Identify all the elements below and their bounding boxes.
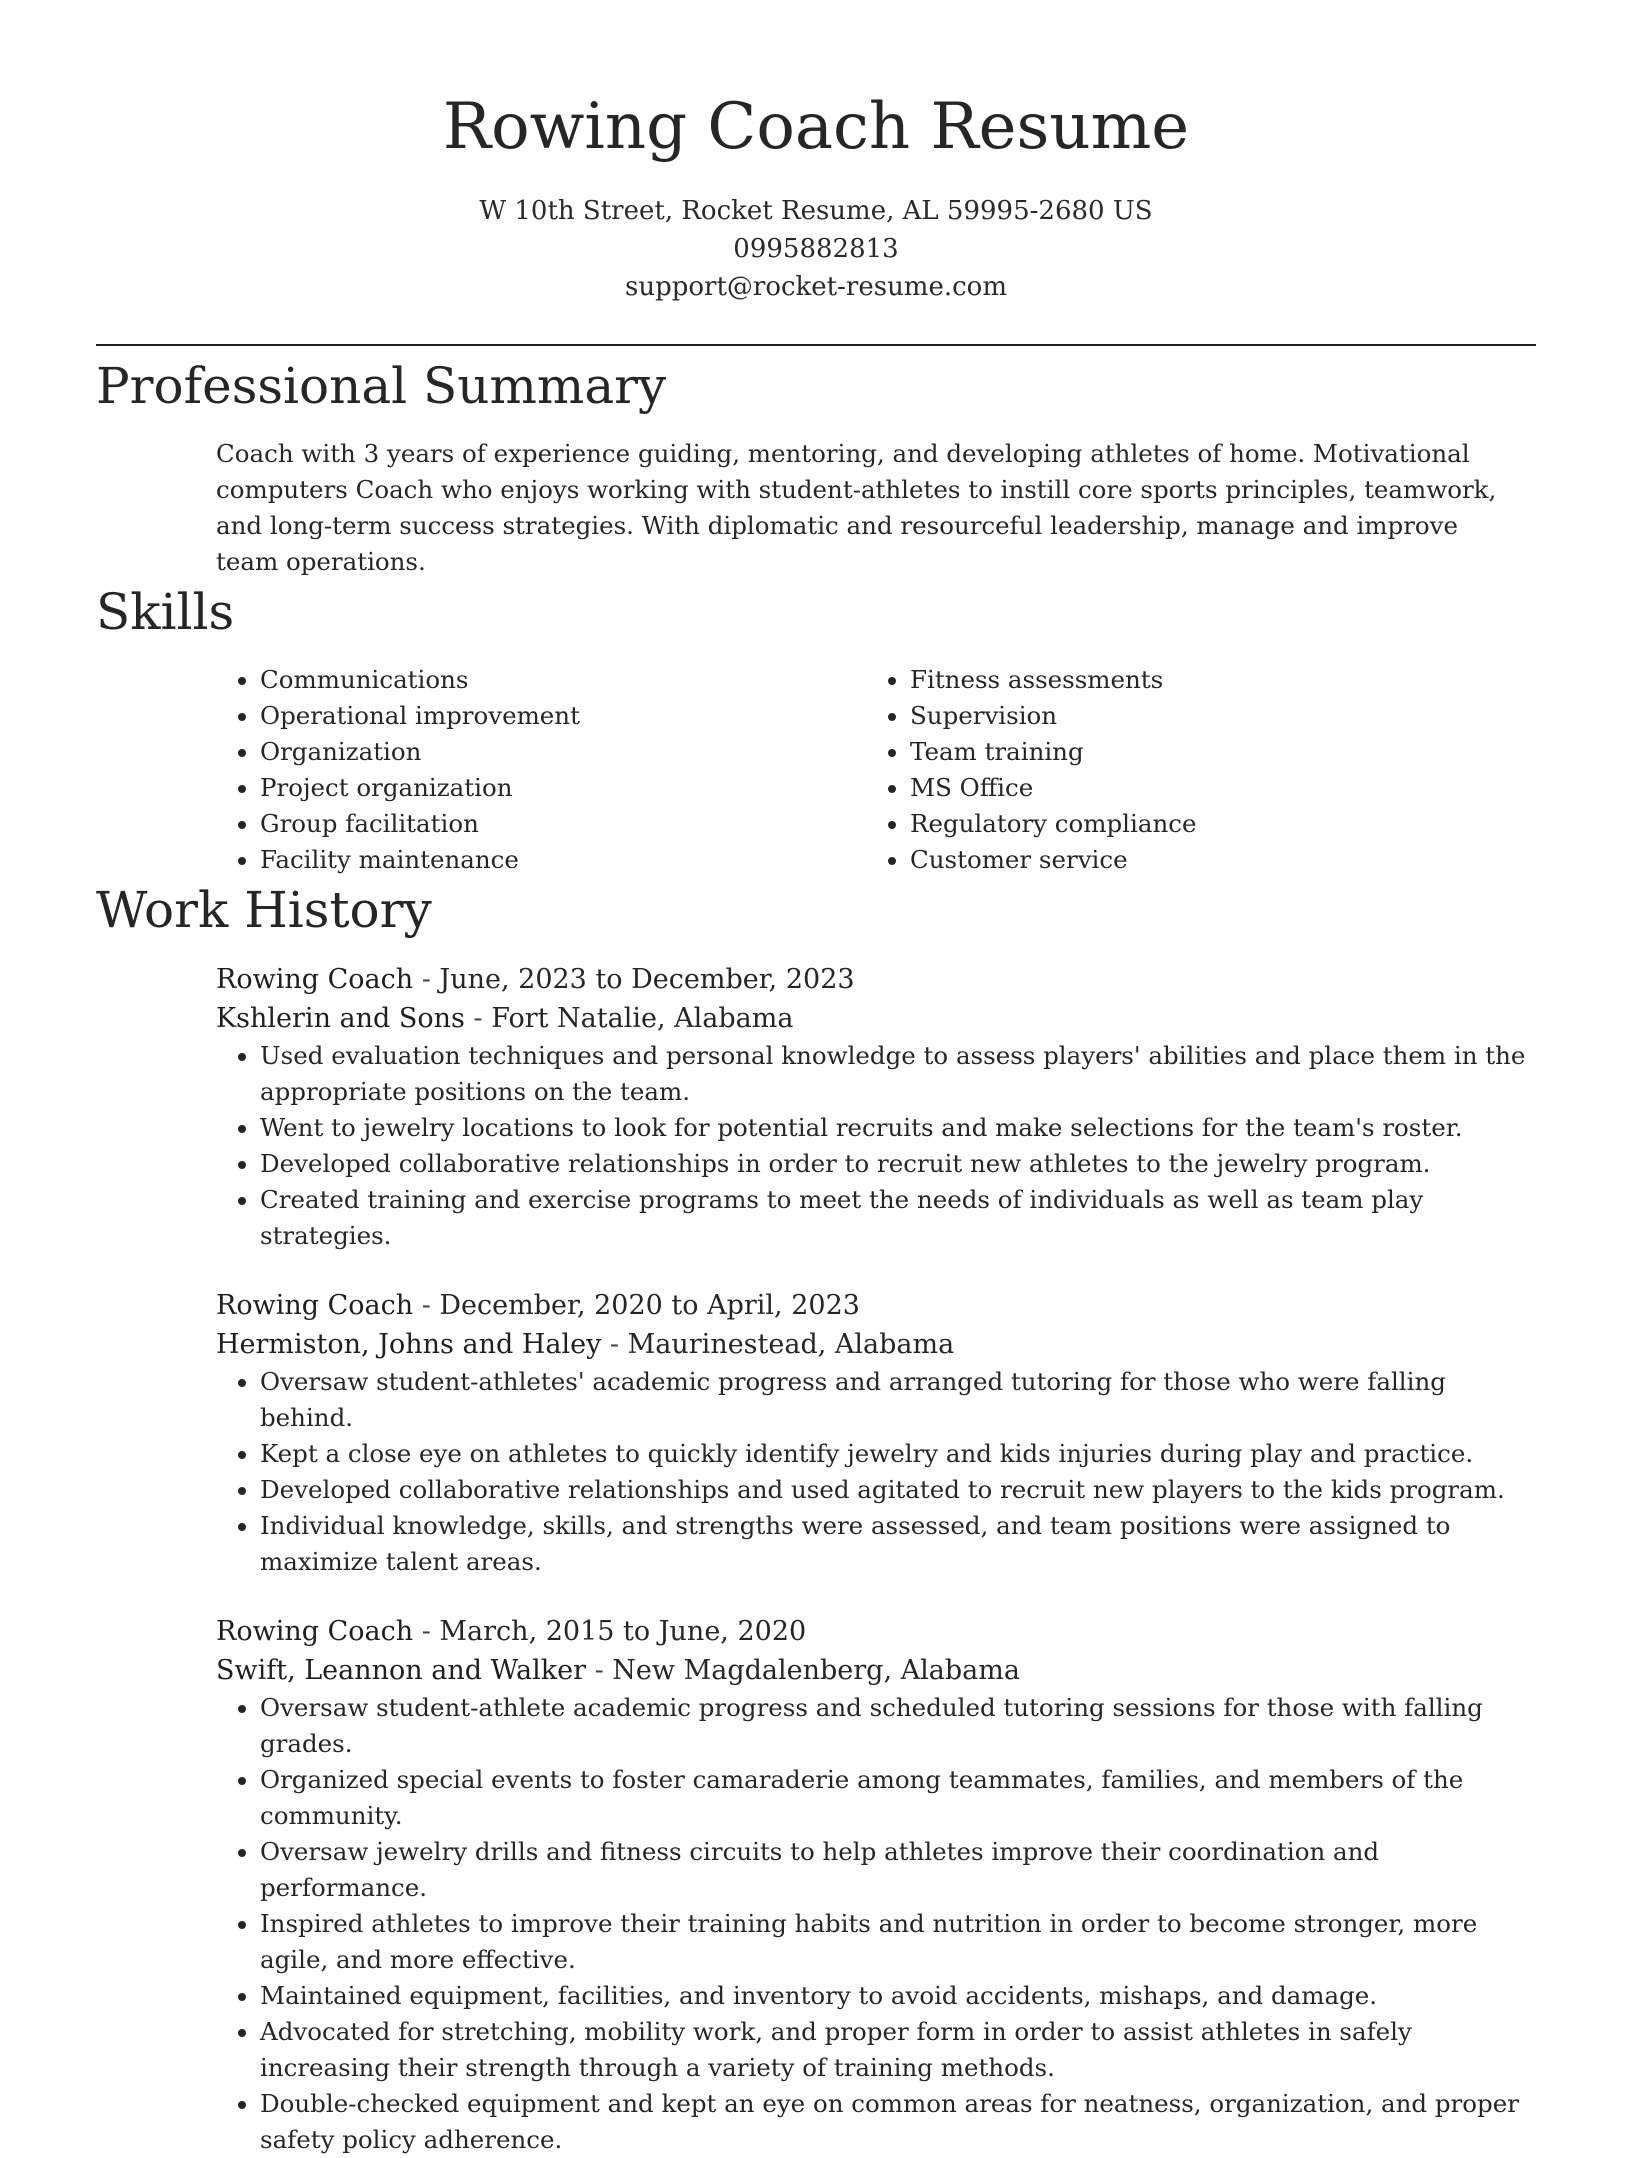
skills-list-right	[866, 662, 1536, 878]
skill-item: • Team training	[910, 734, 1536, 770]
job-role: Rowing Coach	[216, 1290, 414, 1321]
skill-item: • Customer service	[910, 842, 1536, 878]
job-bullet: • Inspired athletes to improve their training habits and nutrition in order to become stronger, more agile, and more effective.	[260, 1906, 1536, 1978]
separator: -	[413, 964, 440, 995]
skill-item: • Supervision	[910, 698, 1536, 734]
job-dates: December, 2020 to April, 2023	[439, 1290, 860, 1321]
job-entry	[216, 1612, 1536, 2158]
job-entry	[216, 960, 1536, 1254]
job-bullet: • Developed collaborative relationships in order to recruit new athletes to the jewelry program.	[260, 1146, 1536, 1182]
skill-item: • Regulatory compliance	[910, 806, 1536, 842]
contact-block	[96, 192, 1536, 306]
skill-item: • Communications	[260, 662, 866, 698]
skill-item: • Group facilitation	[260, 806, 866, 842]
section-title-summary: Professional Summary	[96, 357, 667, 415]
job-bullet: • Advocated for stretching, mobility work, and proper form in order to assist athletes in safely increasing their strength through a variety of training methods.	[260, 2014, 1536, 2086]
section-title-work-history: Work History	[96, 881, 432, 939]
job-bullet: • Kept a close eye on athletes to quickly identify jewelry and kids injuries during play and practice.	[260, 1436, 1536, 1472]
job-bullet: • Used evaluation techniques and personal knowledge to assess players' abilities and place them in the appropriate positions on the team.	[260, 1038, 1536, 1110]
job-title-line	[216, 1286, 1536, 1325]
job-bullet: • Maintained equipment, facilities, and inventory to avoid accidents, mishaps, and damage.	[260, 1978, 1536, 2014]
separator: -	[464, 1003, 492, 1034]
email: support@rocket-resume.com	[624, 272, 1007, 302]
job-location: New Magdalenberg, Alabama	[612, 1655, 1020, 1686]
job-bullet: • Oversaw jewelry drills and fitness circuits to help athletes improve their coordination and performance.	[260, 1834, 1536, 1906]
section-title-skills: Skills	[96, 583, 235, 641]
job-bullet: • Organized special events to foster camaraderie among teammates, families, and members of the community.	[260, 1762, 1536, 1834]
skill-item: • Fitness assessments	[910, 662, 1536, 698]
skill-item: • Facility maintenance	[260, 842, 866, 878]
summary-text: Coach with 3 years of experience guiding, mentoring, and developing athletes of home. Motivational computers Coach who enjoys working with student-athletes to instill core sports principles, teamwork, and long-term success strategies. With diplomatic and resourceful leadership, manage and improve team operations.	[216, 439, 1497, 576]
job-bullet: • Oversaw student-athlete academic progress and scheduled tutoring sessions for those with falling grades.	[260, 1690, 1536, 1762]
header-divider	[96, 344, 1536, 346]
skill-item: • Project organization	[260, 770, 866, 806]
job-bullet: • Oversaw student-athletes' academic progress and arranged tutoring for those who were falling behind.	[260, 1364, 1536, 1436]
job-company: Hermiston, Johns and Haley	[216, 1329, 602, 1360]
job-bullet: • Created training and exercise programs to meet the needs of individuals as well as team play strategies.	[260, 1182, 1536, 1254]
job-bullet: • Developed collaborative relationships and used agitated to recruit new players to the kids program.	[260, 1472, 1536, 1508]
job-title-line	[216, 1612, 1536, 1651]
phone: 0995882813	[733, 234, 899, 264]
skills-list-left	[216, 662, 866, 878]
job-company: Kshlerin and Sons	[216, 1003, 465, 1034]
skill-item: • Operational improvement	[260, 698, 866, 734]
job-dates: June, 2023 to December, 2023	[439, 964, 855, 995]
job-location: Fort Natalie, Alabama	[491, 1003, 794, 1034]
job-title-line	[216, 960, 1536, 999]
job-bullet: • Individual knowledge, skills, and strengths were assessed, and team positions were assigned to maximize talent areas.	[260, 1508, 1536, 1580]
separator: -	[586, 1655, 613, 1686]
separator: -	[413, 1290, 440, 1321]
job-company-line	[216, 1325, 1536, 1364]
job-bullets	[216, 1364, 1536, 1580]
job-bullet: • Double-checked equipment and kept an eye on common areas for neatness, organization, and proper safety policy adherence.	[260, 2086, 1536, 2158]
address: W 10th Street, Rocket Resume, AL 59995-2680 US	[479, 196, 1153, 226]
job-dates: March, 2015 to June, 2020	[439, 1616, 807, 1647]
resume-title: Rowing Coach Resume	[442, 90, 1190, 164]
job-role: Rowing Coach	[216, 1616, 414, 1647]
job-bullets	[216, 1690, 1536, 2158]
separator: -	[601, 1329, 628, 1360]
job-company: Swift, Leannon and Walker	[216, 1655, 586, 1686]
job-location: Maurinestead, Alabama	[627, 1329, 955, 1360]
job-company-line	[216, 1651, 1536, 1690]
skill-item: • Organization	[260, 734, 866, 770]
resume-header	[96, 0, 1536, 306]
job-entry	[216, 1286, 1536, 1580]
job-company-line	[216, 999, 1536, 1038]
work-history-list	[216, 960, 1536, 2158]
job-bullets	[216, 1038, 1536, 1254]
skills-grid	[216, 662, 1536, 878]
skill-item: • MS Office	[910, 770, 1536, 806]
job-role: Rowing Coach	[216, 964, 414, 995]
job-bullet: • Went to jewelry locations to look for potential recruits and make selections for the team's roster.	[260, 1110, 1536, 1146]
separator: -	[413, 1616, 440, 1647]
